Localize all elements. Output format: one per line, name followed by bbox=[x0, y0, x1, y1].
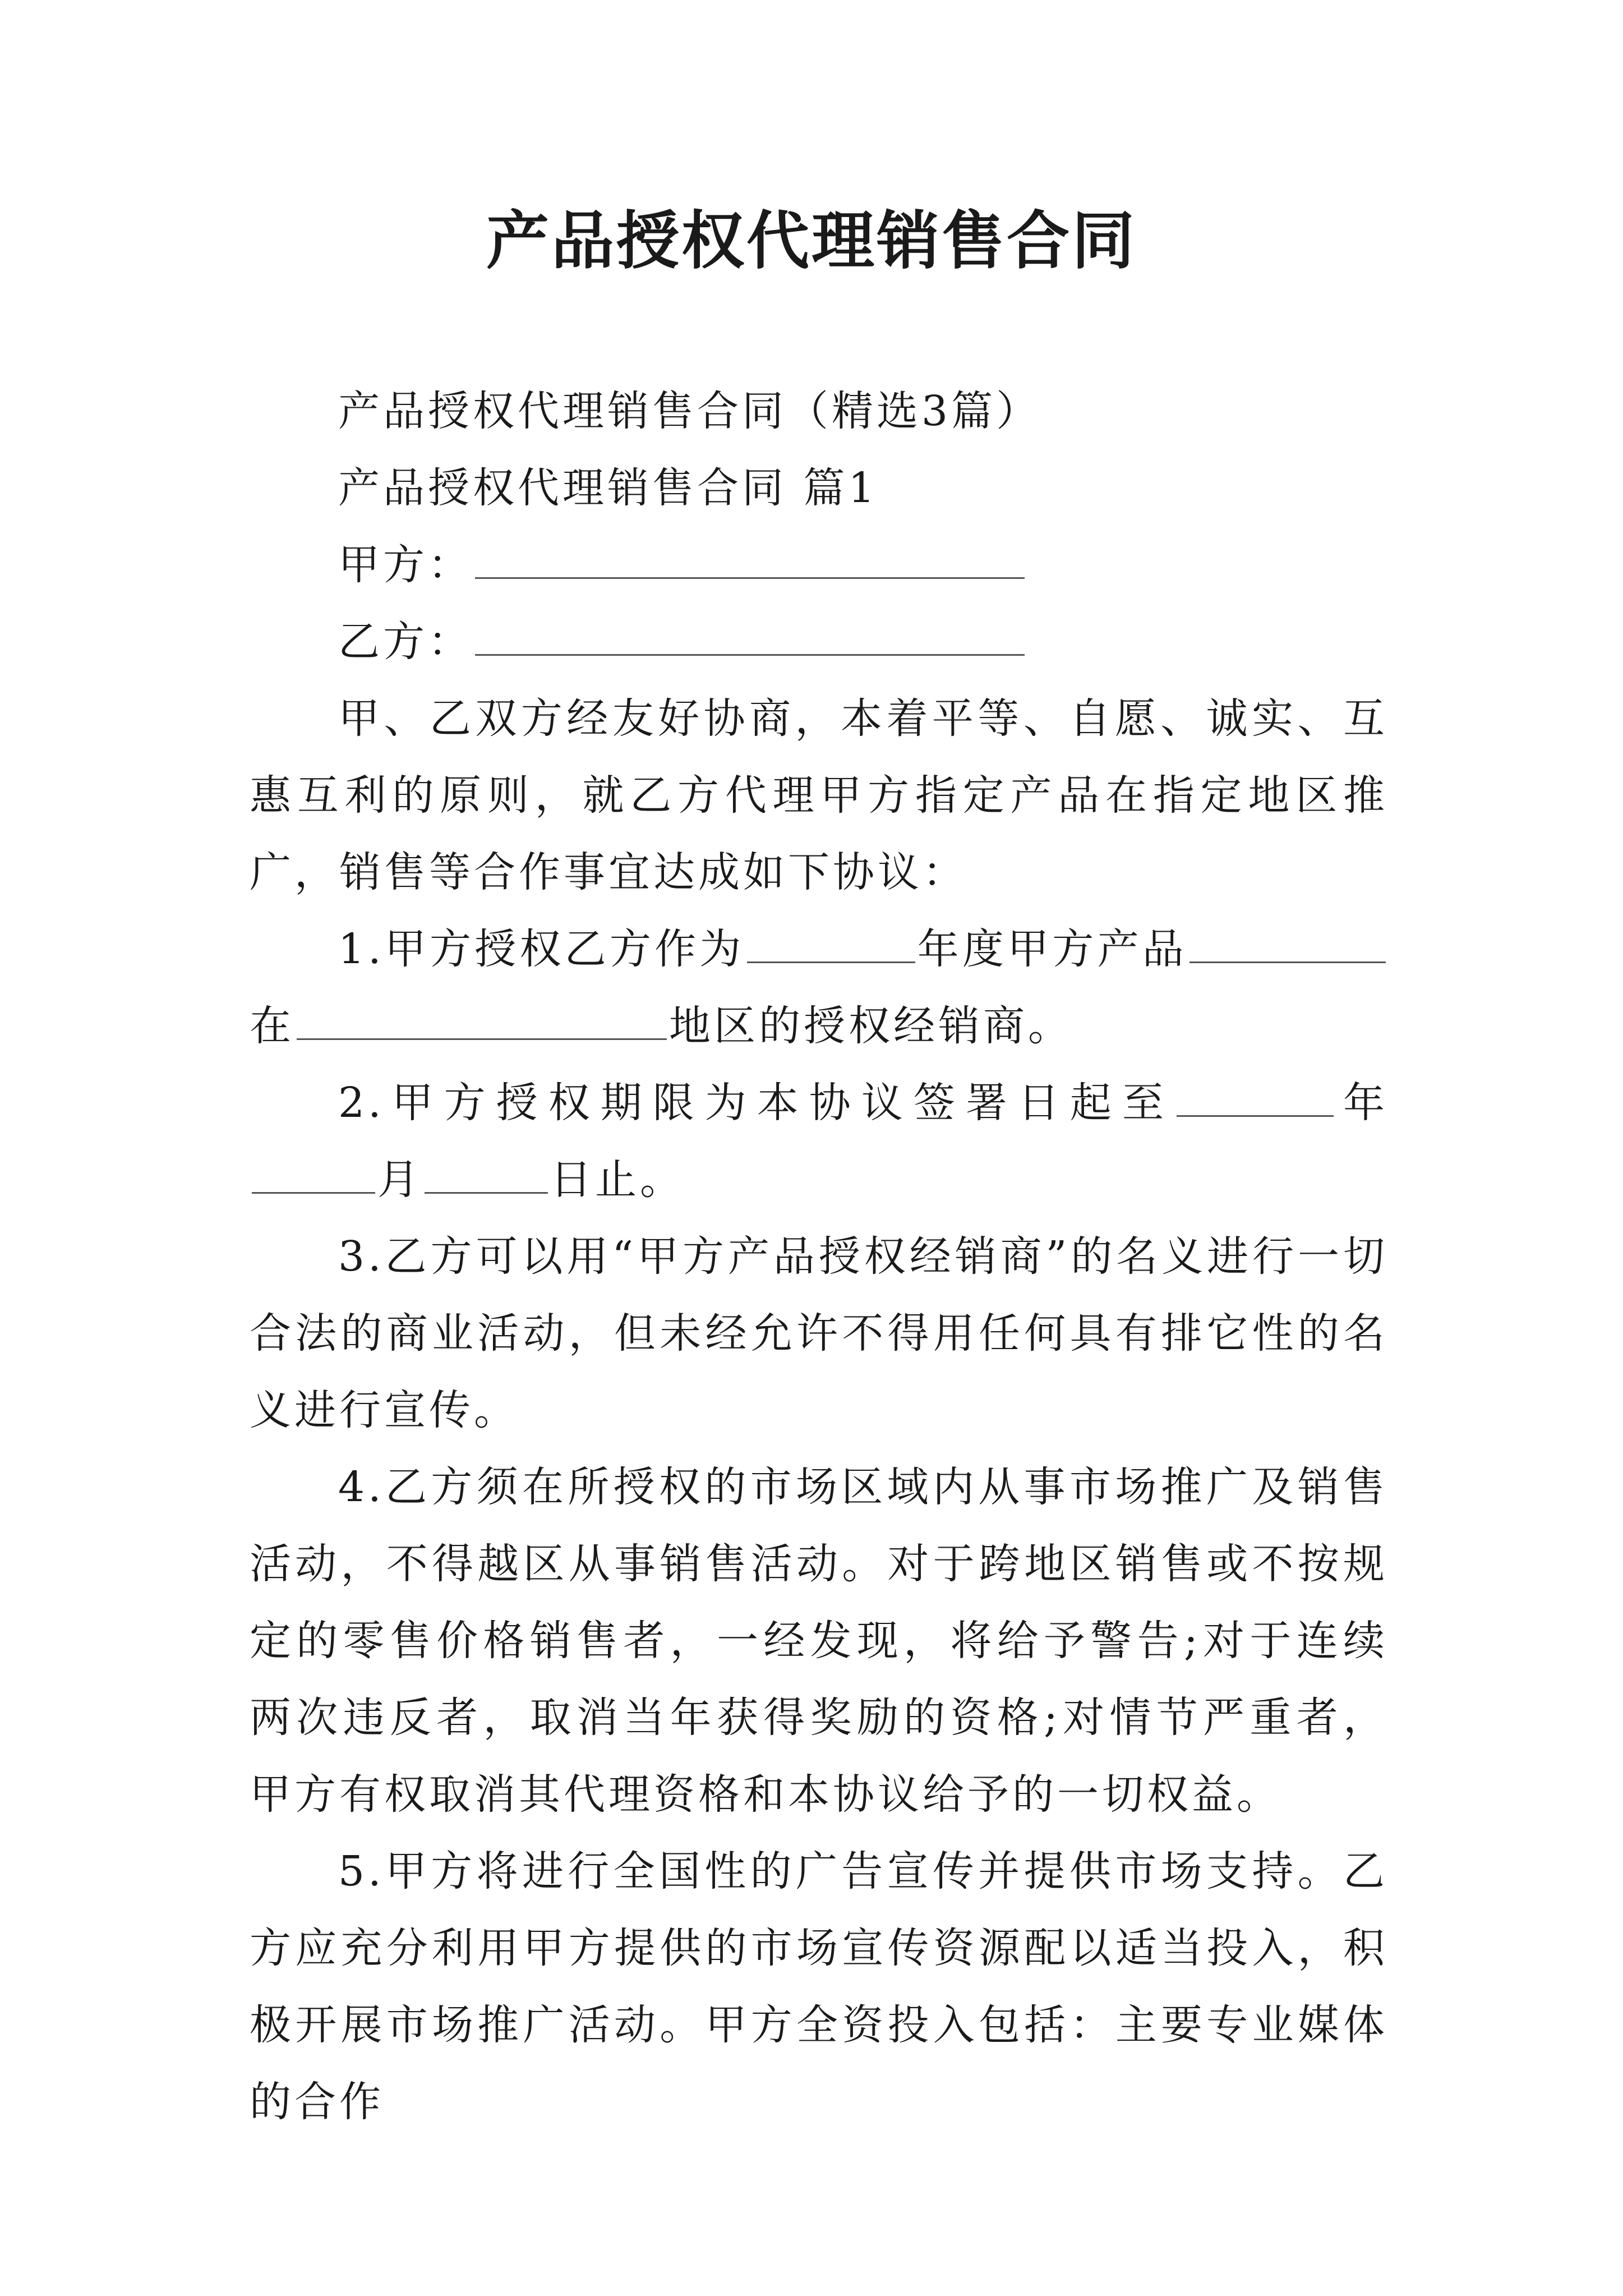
clause1-part-b: 年度甲方产品 bbox=[917, 925, 1187, 973]
party-a-label: 甲方： bbox=[338, 541, 473, 589]
clause-5: 5.甲方将进行全国性的广告宣传并提供市场支持。乙方应充分利用甲方提供的市场宣传资源配以适当投入，积极开展市场推广活动。甲方全资投入包括：主要专业媒体的合作 bbox=[250, 1847, 1388, 2126]
clause1-part-a: 1.甲方授权乙方作为 bbox=[338, 925, 745, 973]
clause1-part-d: 地区的授权经销商。 bbox=[669, 1002, 1073, 1050]
year-blank bbox=[747, 926, 915, 963]
clause2-part-d: 日止。 bbox=[550, 1156, 685, 1204]
subtitle: 产品授权代理销售合同（精选3篇） bbox=[338, 387, 1041, 435]
region-blank bbox=[297, 1002, 667, 1040]
clause2-part-a: 2.甲方授权期限为本协议签署日起至 bbox=[338, 1079, 1174, 1127]
end-year-blank bbox=[1177, 1079, 1334, 1117]
clause1-part-c: 在 bbox=[250, 1002, 294, 1050]
clause2-part-c: 月 bbox=[377, 1156, 422, 1204]
end-day-blank bbox=[425, 1156, 548, 1194]
party-a-blank bbox=[475, 541, 1025, 579]
clause-2 bbox=[250, 1065, 1388, 1218]
intro-paragraph: 甲、乙双方经友好协商，本着平等、自愿、诚实、互惠互利的原则，就乙方代理甲方指定产品在指定地区推广，销售等合作事宜达成如下协议： bbox=[250, 694, 1388, 896]
document-title: 产品授权代理销售合同 bbox=[486, 204, 1137, 278]
party-a-line bbox=[250, 527, 1388, 604]
clause2-part-b: 年 bbox=[1335, 1079, 1389, 1127]
clause-3: 3.乙方可以用“甲方产品授权经销商”的名义进行一切合法的商业活动，但未经允许不得用任何具有排它性的名义进行宣传。 bbox=[250, 1232, 1388, 1434]
clause-1 bbox=[250, 911, 1388, 1065]
document-body bbox=[250, 373, 1388, 2141]
party-b-line bbox=[250, 604, 1388, 680]
product-blank bbox=[1189, 926, 1386, 963]
section-heading: 产品授权代理销售合同 篇1 bbox=[338, 464, 878, 512]
party-b-label: 乙方： bbox=[338, 618, 473, 666]
party-b-blank bbox=[475, 618, 1025, 656]
clause-4: 4.乙方须在所授权的市场区域内从事市场推广及销售活动，不得越区从事销售活动。对于跨地区销售或不按规定的零售价格销售者，一经发现，将给予警告;对于连续两次违反者，取消当年获得奖励的资格;对情节严重者，甲方有权取消其代理资格和本协议给予的一切权益。 bbox=[250, 1463, 1388, 1819]
end-month-blank bbox=[252, 1156, 375, 1194]
